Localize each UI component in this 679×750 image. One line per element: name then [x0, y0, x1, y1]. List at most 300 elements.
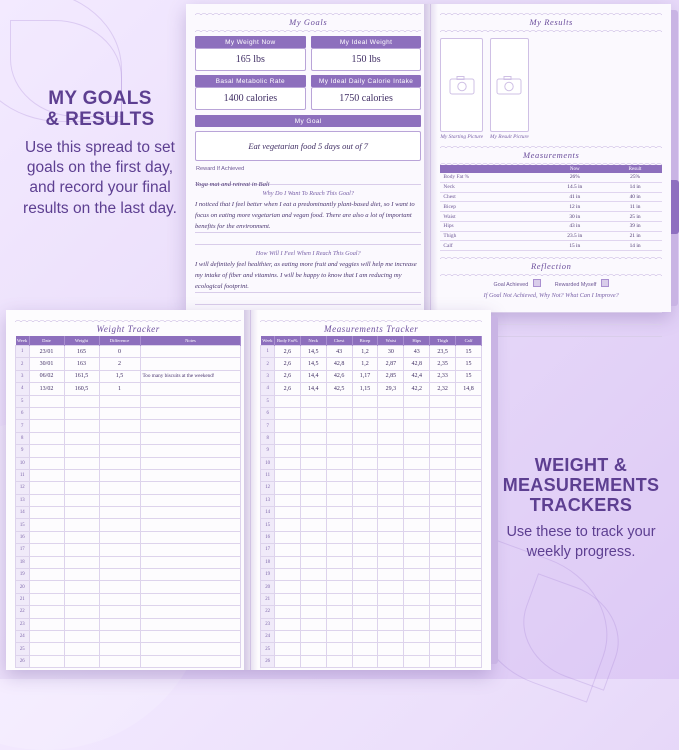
measurement-result[interactable]: 14 in — [608, 241, 662, 251]
empty-cell[interactable] — [140, 494, 241, 506]
empty-cell[interactable] — [352, 457, 378, 469]
empty-cell[interactable] — [326, 469, 352, 481]
empty-cell[interactable] — [326, 407, 352, 419]
empty-cell[interactable] — [29, 407, 64, 419]
empty-cell[interactable] — [352, 445, 378, 457]
empty-cell[interactable] — [64, 556, 99, 568]
measurement-result[interactable]: 25% — [608, 173, 662, 182]
empty-cell[interactable] — [99, 569, 140, 581]
empty-cell[interactable] — [430, 618, 456, 630]
empty-cell[interactable] — [274, 556, 300, 568]
empty-cell[interactable] — [300, 556, 326, 568]
empty-cell[interactable] — [29, 469, 64, 481]
empty-cell[interactable] — [300, 445, 326, 457]
weight-cell[interactable]: 160,5 — [64, 383, 99, 395]
bicep-cell[interactable]: 1,2 — [352, 358, 378, 370]
empty-cell[interactable] — [140, 482, 241, 494]
empty-cell[interactable] — [64, 606, 99, 618]
empty-cell[interactable] — [300, 519, 326, 531]
empty-cell[interactable] — [352, 494, 378, 506]
empty-cell[interactable] — [430, 469, 456, 481]
empty-cell[interactable] — [64, 469, 99, 481]
empty-cell[interactable] — [300, 581, 326, 593]
bicep-cell[interactable]: 1,15 — [352, 383, 378, 395]
empty-cell[interactable] — [456, 395, 482, 407]
empty-cell[interactable] — [430, 544, 456, 556]
date-cell[interactable]: 23/01 — [29, 346, 64, 358]
weight-cell[interactable]: 165 — [64, 346, 99, 358]
thigh-cell[interactable]: 23,5 — [430, 346, 456, 358]
empty-cell[interactable] — [99, 457, 140, 469]
date-cell[interactable]: 30/01 — [29, 358, 64, 370]
empty-cell[interactable] — [274, 457, 300, 469]
empty-cell[interactable] — [352, 643, 378, 655]
empty-cell[interactable] — [378, 519, 404, 531]
empty-cell[interactable] — [140, 581, 241, 593]
empty-cell[interactable] — [64, 618, 99, 630]
empty-cell[interactable] — [274, 531, 300, 543]
result-picture-slot[interactable] — [490, 38, 529, 132]
measurement-result[interactable]: 14 in — [608, 182, 662, 192]
measurement-result[interactable]: 40 in — [608, 192, 662, 202]
empty-cell[interactable] — [378, 432, 404, 444]
empty-cell[interactable] — [274, 395, 300, 407]
empty-cell[interactable] — [456, 618, 482, 630]
starting-picture-slot[interactable] — [440, 38, 483, 132]
empty-cell[interactable] — [456, 531, 482, 543]
waist-cell[interactable]: 2,85 — [378, 370, 404, 382]
measurement-result[interactable]: 21 in — [608, 231, 662, 241]
empty-cell[interactable] — [326, 593, 352, 605]
empty-cell[interactable] — [378, 544, 404, 556]
empty-cell[interactable] — [99, 445, 140, 457]
empty-cell[interactable] — [29, 655, 64, 667]
empty-cell[interactable] — [456, 544, 482, 556]
empty-cell[interactable] — [300, 482, 326, 494]
empty-cell[interactable] — [352, 531, 378, 543]
empty-cell[interactable] — [404, 531, 430, 543]
empty-cell[interactable] — [300, 569, 326, 581]
empty-cell[interactable] — [300, 643, 326, 655]
empty-cell[interactable] — [404, 606, 430, 618]
empty-cell[interactable] — [300, 655, 326, 667]
empty-cell[interactable] — [140, 643, 241, 655]
difference-cell[interactable]: 1,5 — [99, 370, 140, 382]
empty-cell[interactable] — [140, 407, 241, 419]
empty-cell[interactable] — [140, 519, 241, 531]
date-cell[interactable]: 06/02 — [29, 370, 64, 382]
empty-cell[interactable] — [274, 407, 300, 419]
question-2-answer-area[interactable] — [195, 259, 421, 305]
difference-cell[interactable]: 0 — [99, 346, 140, 358]
empty-cell[interactable] — [352, 420, 378, 432]
empty-cell[interactable] — [430, 482, 456, 494]
empty-cell[interactable] — [430, 407, 456, 419]
empty-cell[interactable] — [64, 544, 99, 556]
empty-cell[interactable] — [326, 655, 352, 667]
empty-cell[interactable] — [274, 606, 300, 618]
empty-cell[interactable] — [64, 445, 99, 457]
empty-cell[interactable] — [29, 531, 64, 543]
empty-cell[interactable] — [64, 507, 99, 519]
empty-cell[interactable] — [300, 593, 326, 605]
empty-cell[interactable] — [352, 407, 378, 419]
empty-cell[interactable] — [99, 593, 140, 605]
empty-cell[interactable] — [326, 581, 352, 593]
empty-cell[interactable] — [404, 420, 430, 432]
empty-cell[interactable] — [430, 420, 456, 432]
measurement-now[interactable]: 12 in — [541, 202, 608, 212]
empty-cell[interactable] — [456, 469, 482, 481]
empty-cell[interactable] — [64, 494, 99, 506]
empty-cell[interactable] — [140, 507, 241, 519]
chest-cell[interactable]: 42,8 — [326, 358, 352, 370]
empty-cell[interactable] — [326, 494, 352, 506]
empty-cell[interactable] — [430, 519, 456, 531]
empty-cell[interactable] — [99, 494, 140, 506]
empty-cell[interactable] — [99, 544, 140, 556]
empty-cell[interactable] — [99, 556, 140, 568]
empty-cell[interactable] — [140, 618, 241, 630]
empty-cell[interactable] — [430, 445, 456, 457]
empty-cell[interactable] — [99, 618, 140, 630]
empty-cell[interactable] — [430, 643, 456, 655]
empty-cell[interactable] — [352, 556, 378, 568]
empty-cell[interactable] — [378, 445, 404, 457]
chest-cell[interactable]: 42,5 — [326, 383, 352, 395]
empty-cell[interactable] — [456, 420, 482, 432]
empty-cell[interactable] — [404, 556, 430, 568]
measurement-result[interactable]: 25 in — [608, 212, 662, 222]
empty-cell[interactable] — [64, 482, 99, 494]
empty-cell[interactable] — [352, 655, 378, 667]
empty-cell[interactable] — [29, 618, 64, 630]
empty-cell[interactable] — [140, 593, 241, 605]
calf-cell[interactable]: 15 — [456, 346, 482, 358]
empty-cell[interactable] — [352, 630, 378, 642]
difference-cell[interactable]: 2 — [99, 358, 140, 370]
field-value-weight-now[interactable]: 165 lbs — [195, 48, 306, 71]
empty-cell[interactable] — [456, 445, 482, 457]
empty-cell[interactable] — [140, 395, 241, 407]
empty-cell[interactable] — [378, 643, 404, 655]
empty-cell[interactable] — [64, 630, 99, 642]
empty-cell[interactable] — [29, 519, 64, 531]
empty-cell[interactable] — [64, 643, 99, 655]
empty-cell[interactable] — [300, 494, 326, 506]
empty-cell[interactable] — [29, 420, 64, 432]
empty-cell[interactable] — [352, 544, 378, 556]
empty-cell[interactable] — [99, 469, 140, 481]
empty-cell[interactable] — [456, 569, 482, 581]
empty-cell[interactable] — [140, 457, 241, 469]
empty-cell[interactable] — [140, 445, 241, 457]
empty-cell[interactable] — [326, 395, 352, 407]
measurement-result[interactable]: 39 in — [608, 221, 662, 231]
empty-cell[interactable] — [64, 569, 99, 581]
empty-cell[interactable] — [404, 407, 430, 419]
checkbox-rewarded-myself[interactable] — [555, 279, 609, 288]
empty-cell[interactable] — [326, 420, 352, 432]
empty-cell[interactable] — [378, 407, 404, 419]
empty-cell[interactable] — [456, 482, 482, 494]
empty-cell[interactable] — [326, 618, 352, 630]
empty-cell[interactable] — [326, 457, 352, 469]
notes-cell[interactable]: Too many biscuits at the weekend! — [140, 370, 241, 382]
empty-cell[interactable] — [64, 457, 99, 469]
empty-cell[interactable] — [404, 494, 430, 506]
hips-cell[interactable]: 42,2 — [404, 383, 430, 395]
empty-cell[interactable] — [326, 531, 352, 543]
empty-cell[interactable] — [274, 432, 300, 444]
measurement-now[interactable]: 30 in — [541, 212, 608, 222]
empty-cell[interactable] — [404, 395, 430, 407]
empty-cell[interactable] — [274, 544, 300, 556]
calf-cell[interactable]: 14,8 — [456, 383, 482, 395]
empty-cell[interactable] — [64, 407, 99, 419]
empty-cell[interactable] — [274, 630, 300, 642]
empty-cell[interactable] — [99, 643, 140, 655]
empty-cell[interactable] — [274, 519, 300, 531]
empty-cell[interactable] — [378, 655, 404, 667]
empty-cell[interactable] — [404, 581, 430, 593]
empty-cell[interactable] — [300, 531, 326, 543]
empty-cell[interactable] — [404, 655, 430, 667]
empty-cell[interactable] — [326, 630, 352, 642]
empty-cell[interactable] — [29, 395, 64, 407]
empty-cell[interactable] — [430, 593, 456, 605]
empty-cell[interactable] — [456, 581, 482, 593]
field-value-ideal-weight[interactable]: 150 lbs — [311, 48, 422, 71]
empty-cell[interactable] — [404, 643, 430, 655]
notes-cell[interactable] — [140, 346, 241, 358]
empty-cell[interactable] — [326, 445, 352, 457]
empty-cell[interactable] — [140, 556, 241, 568]
empty-cell[interactable] — [29, 445, 64, 457]
empty-cell[interactable] — [456, 556, 482, 568]
field-value-calorie-intake[interactable]: 1750 calories — [311, 87, 422, 110]
empty-cell[interactable] — [404, 618, 430, 630]
empty-cell[interactable] — [326, 482, 352, 494]
empty-cell[interactable] — [456, 643, 482, 655]
empty-cell[interactable] — [99, 482, 140, 494]
empty-cell[interactable] — [378, 494, 404, 506]
empty-cell[interactable] — [352, 519, 378, 531]
empty-cell[interactable] — [274, 569, 300, 581]
empty-cell[interactable] — [326, 569, 352, 581]
question-1-answer-area[interactable] — [195, 199, 421, 245]
chest-cell[interactable]: 42,6 — [326, 370, 352, 382]
bodyfat-cell[interactable]: 2,6 — [274, 383, 300, 395]
calf-cell[interactable]: 15 — [456, 370, 482, 382]
empty-cell[interactable] — [378, 395, 404, 407]
bicep-cell[interactable]: 1,2 — [352, 346, 378, 358]
empty-cell[interactable] — [99, 606, 140, 618]
empty-cell[interactable] — [274, 445, 300, 457]
difference-cell[interactable]: 1 — [99, 383, 140, 395]
empty-cell[interactable] — [378, 593, 404, 605]
empty-cell[interactable] — [430, 606, 456, 618]
empty-cell[interactable] — [326, 643, 352, 655]
empty-cell[interactable] — [274, 469, 300, 481]
empty-cell[interactable] — [378, 457, 404, 469]
empty-cell[interactable] — [378, 507, 404, 519]
empty-cell[interactable] — [300, 618, 326, 630]
empty-cell[interactable] — [456, 593, 482, 605]
empty-cell[interactable] — [140, 606, 241, 618]
empty-cell[interactable] — [300, 507, 326, 519]
empty-cell[interactable] — [274, 643, 300, 655]
empty-cell[interactable] — [99, 519, 140, 531]
empty-cell[interactable] — [29, 569, 64, 581]
empty-cell[interactable] — [64, 581, 99, 593]
empty-cell[interactable] — [456, 407, 482, 419]
empty-cell[interactable] — [430, 630, 456, 642]
neck-cell[interactable]: 14,4 — [300, 370, 326, 382]
empty-cell[interactable] — [140, 569, 241, 581]
empty-cell[interactable] — [64, 531, 99, 543]
reward-value-line[interactable] — [195, 173, 421, 188]
empty-cell[interactable] — [64, 519, 99, 531]
empty-cell[interactable] — [300, 407, 326, 419]
empty-cell[interactable] — [274, 494, 300, 506]
empty-cell[interactable] — [404, 469, 430, 481]
weight-cell[interactable]: 161,5 — [64, 370, 99, 382]
field-value-bmr[interactable]: 1400 calories — [195, 87, 306, 110]
empty-cell[interactable] — [140, 655, 241, 667]
empty-cell[interactable] — [378, 581, 404, 593]
checkbox-icon[interactable] — [601, 279, 609, 287]
empty-cell[interactable] — [326, 432, 352, 444]
empty-cell[interactable] — [274, 581, 300, 593]
empty-cell[interactable] — [430, 432, 456, 444]
empty-cell[interactable] — [29, 606, 64, 618]
empty-cell[interactable] — [326, 556, 352, 568]
thigh-cell[interactable]: 2,33 — [430, 370, 456, 382]
bodyfat-cell[interactable]: 2,6 — [274, 346, 300, 358]
empty-cell[interactable] — [29, 593, 64, 605]
measurement-now[interactable]: 26% — [541, 173, 608, 182]
weight-cell[interactable]: 163 — [64, 358, 99, 370]
empty-cell[interactable] — [29, 494, 64, 506]
empty-cell[interactable] — [430, 457, 456, 469]
empty-cell[interactable] — [404, 593, 430, 605]
notes-cell[interactable] — [140, 383, 241, 395]
empty-cell[interactable] — [140, 531, 241, 543]
waist-cell[interactable]: 2,87 — [378, 358, 404, 370]
empty-cell[interactable] — [99, 630, 140, 642]
measurement-now[interactable]: 14.5 in — [541, 182, 608, 192]
empty-cell[interactable] — [140, 432, 241, 444]
empty-cell[interactable] — [456, 507, 482, 519]
empty-cell[interactable] — [300, 606, 326, 618]
empty-cell[interactable] — [29, 643, 64, 655]
empty-cell[interactable] — [274, 593, 300, 605]
empty-cell[interactable] — [378, 618, 404, 630]
goal-value[interactable]: Eat vegetarian food 5 days out of 7 — [195, 131, 421, 161]
empty-cell[interactable] — [456, 432, 482, 444]
empty-cell[interactable] — [430, 655, 456, 667]
empty-cell[interactable] — [352, 469, 378, 481]
measurement-result[interactable]: 11 in — [608, 202, 662, 212]
thigh-cell[interactable]: 2,32 — [430, 383, 456, 395]
hips-cell[interactable]: 42,4 — [404, 370, 430, 382]
empty-cell[interactable] — [378, 569, 404, 581]
measurement-now[interactable]: 23.5 in — [541, 231, 608, 241]
empty-cell[interactable] — [274, 420, 300, 432]
empty-cell[interactable] — [99, 655, 140, 667]
empty-cell[interactable] — [352, 593, 378, 605]
date-cell[interactable]: 13/02 — [29, 383, 64, 395]
measurement-now[interactable]: 15 in — [541, 241, 608, 251]
empty-cell[interactable] — [404, 432, 430, 444]
chest-cell[interactable]: 43 — [326, 346, 352, 358]
empty-cell[interactable] — [378, 606, 404, 618]
empty-cell[interactable] — [99, 432, 140, 444]
empty-cell[interactable] — [99, 420, 140, 432]
empty-cell[interactable] — [378, 556, 404, 568]
empty-cell[interactable] — [99, 507, 140, 519]
empty-cell[interactable] — [140, 420, 241, 432]
neck-cell[interactable]: 14,5 — [300, 346, 326, 358]
bodyfat-cell[interactable]: 2,6 — [274, 370, 300, 382]
empty-cell[interactable] — [352, 618, 378, 630]
empty-cell[interactable] — [430, 395, 456, 407]
empty-cell[interactable] — [300, 420, 326, 432]
checkbox-icon[interactable] — [533, 279, 541, 287]
empty-cell[interactable] — [404, 569, 430, 581]
empty-cell[interactable] — [404, 630, 430, 642]
empty-cell[interactable] — [456, 630, 482, 642]
empty-cell[interactable] — [274, 618, 300, 630]
notes-cell[interactable] — [140, 358, 241, 370]
neck-cell[interactable]: 14,5 — [300, 358, 326, 370]
empty-cell[interactable] — [352, 482, 378, 494]
empty-cell[interactable] — [456, 494, 482, 506]
empty-cell[interactable] — [352, 507, 378, 519]
measurement-now[interactable]: 43 in — [541, 221, 608, 231]
neck-cell[interactable]: 14,4 — [300, 383, 326, 395]
empty-cell[interactable] — [300, 432, 326, 444]
empty-cell[interactable] — [29, 457, 64, 469]
empty-cell[interactable] — [64, 395, 99, 407]
empty-cell[interactable] — [430, 581, 456, 593]
empty-cell[interactable] — [99, 395, 140, 407]
empty-cell[interactable] — [29, 507, 64, 519]
empty-cell[interactable] — [29, 544, 64, 556]
empty-cell[interactable] — [378, 630, 404, 642]
checkbox-goal-achieved[interactable] — [494, 279, 541, 288]
empty-cell[interactable] — [456, 457, 482, 469]
empty-cell[interactable] — [326, 507, 352, 519]
empty-cell[interactable] — [456, 655, 482, 667]
empty-cell[interactable] — [29, 581, 64, 593]
empty-cell[interactable] — [430, 494, 456, 506]
empty-cell[interactable] — [140, 544, 241, 556]
empty-cell[interactable] — [29, 432, 64, 444]
empty-cell[interactable] — [352, 569, 378, 581]
thigh-cell[interactable]: 2,35 — [430, 358, 456, 370]
empty-cell[interactable] — [378, 420, 404, 432]
empty-cell[interactable] — [274, 507, 300, 519]
empty-cell[interactable] — [456, 606, 482, 618]
measurement-now[interactable]: 41 in — [541, 192, 608, 202]
empty-cell[interactable] — [430, 556, 456, 568]
empty-cell[interactable] — [64, 655, 99, 667]
empty-cell[interactable] — [404, 457, 430, 469]
empty-cell[interactable] — [29, 630, 64, 642]
empty-cell[interactable] — [140, 469, 241, 481]
